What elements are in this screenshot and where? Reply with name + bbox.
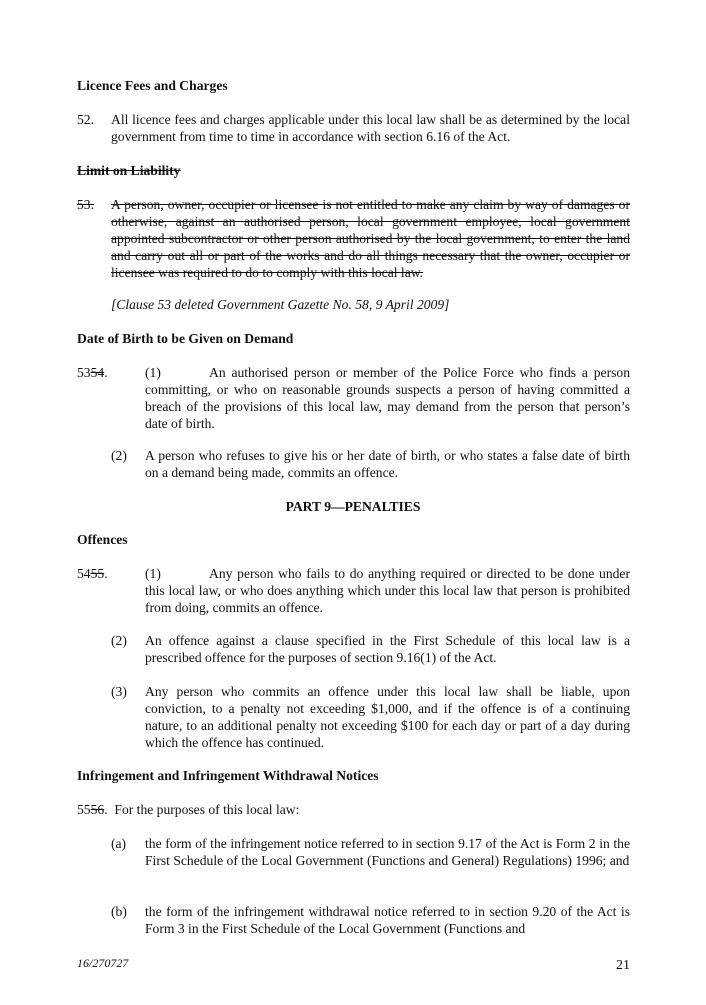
clause-54-2-text: An offence against a clause specified in the First Schedule of this local law is a prescribed offence for the purposes of section 9.16(1) of the Act. [145, 633, 630, 665]
clause-54-1-text: Any person who fails to do anything required or directed to be done under this local law, or who does anything which under this local law that person is prohibited from doing, commits an offence. [145, 566, 630, 615]
clause-53-number: 53. [77, 197, 94, 212]
clause-55-intro: 5556. For the purposes of this local law: [77, 802, 300, 817]
document-reference: 16/270727 [77, 956, 129, 970]
subclause-number: (1) [145, 365, 161, 380]
subclause-number: (2) [111, 633, 127, 648]
clause-54-3-text: Any person who commits an offence under this local law shall be liable, upon conviction, to a penalty not exceeding $1,000, and if the offence is of a continuing nature, to an additional penalty not exceeding $100 for each day or part of a day during which the offence has continued. [145, 684, 630, 750]
new-number: 53 [77, 365, 91, 380]
paragraph-letter: (a) [111, 836, 127, 851]
old-number: 55 [90, 566, 105, 581]
clause-53-2-text: A person who refuses to give his or her date of birth, or who states a false date of birth on a demand being made, commits an offence. [145, 448, 630, 480]
clause-55-b-text: the form of the infringement withdrawal notice referred to in section 9.20 of the Act is Form 3 in the First Schedule of the Local Government (Functions and [145, 904, 630, 936]
subclause-number: (1) [145, 566, 161, 581]
heading-infringement: Infringement and Infringement Withdrawal Notices [77, 768, 379, 783]
clause-53-text: A person, owner, occupier or licensee is not entitled to make any claim by way of damages or otherwise, against an authorised person, local government employee, local government appointed subcontractor or other person authorised by the local government, to enter the land and carry out all or part of the works and do all things necessary that the owner, occupier or licensee was required to do to comply with this local law. [111, 197, 630, 280]
clause-53-deletion-note: [Clause 53 deleted Government Gazette No. 58, 9 April 2009] [111, 297, 450, 312]
clause-53-renumbered: 5354. [77, 365, 108, 380]
heading-date-of-birth: Date of Birth to be Given on Demand [77, 331, 294, 346]
heading-offences: Offences [77, 532, 128, 547]
clause-53-1-text: An authorised person or member of the Police Force who finds a person committing, or who on reasonable grounds suspects a person of having committed a breach of the provisions of this local law, may demand from the person that person’s date of birth. [145, 365, 630, 431]
part-title: PART 9—PENALTIES [285, 499, 421, 514]
subclause-number: (3) [111, 684, 127, 699]
clause-55-a-text: the form of the infringement notice referred to in section 9.17 of the Act is Form 2 in the First Schedule of the Local Government (Functions and General) Regulations) 1996; and [145, 836, 630, 868]
old-number: 56 [90, 802, 105, 817]
intro-text: For the purposes of this local law: [114, 802, 300, 817]
clause-52-number: 52. [77, 112, 94, 127]
heading-limit-on-liability: Limit on Liability [77, 163, 181, 178]
heading-licence-fees: Licence Fees and Charges [77, 78, 228, 93]
paragraph-letter: (b) [111, 904, 127, 919]
new-number: 54 [77, 566, 91, 581]
new-number: 55 [77, 802, 91, 817]
clause-54-renumbered: 5455. [77, 566, 108, 581]
clause-52-text: All licence fees and charges applicable under this local law shall be as determined by the local government from time to time in accordance with section 6.16 of the Act. [111, 112, 630, 144]
old-number: 54 [90, 365, 105, 380]
subclause-number: (2) [111, 448, 127, 463]
page-number: 21 [616, 958, 630, 973]
